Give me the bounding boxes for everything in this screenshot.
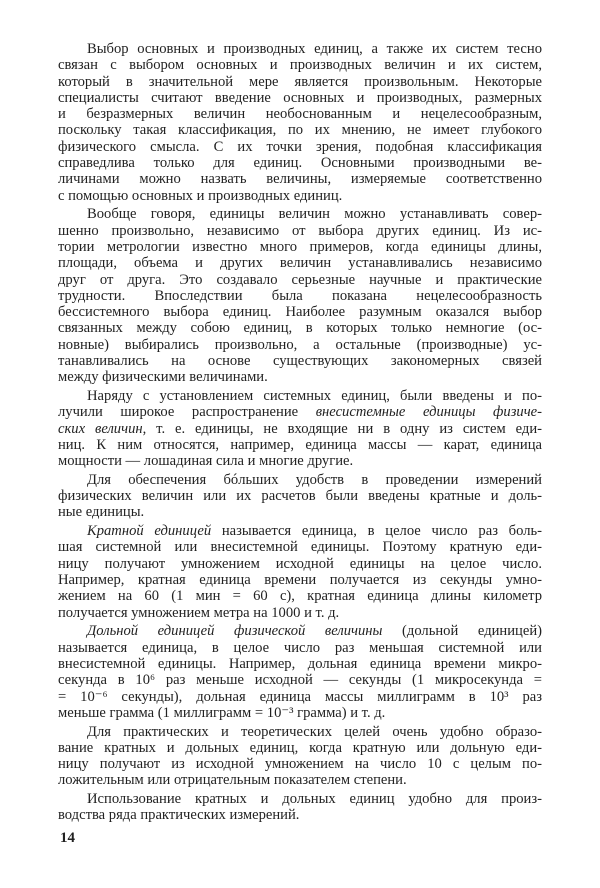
text-line <box>58 288 542 304</box>
text-run: , т. е. единицы, не входящие ни в одну из систем еди- <box>142 420 542 437</box>
text-run: называется единица, в целое число раз меньшая системной или <box>58 639 542 656</box>
italic-term: Дольной единицей физической величины <box>87 623 383 640</box>
page-body <box>58 41 542 826</box>
text-run: меньше грамма (1 миллиграмм = 10⁻³ грамма) и т. д. <box>58 704 386 721</box>
paragraph <box>58 623 542 721</box>
text-line <box>58 304 542 320</box>
text-run: тории метрологии известно много примеров, когда единицы длины, <box>58 238 542 255</box>
text-line <box>58 139 542 155</box>
text-line <box>58 656 542 672</box>
text-run: физического смысла. С их точки зрения, подобная классификация <box>58 138 542 155</box>
text-line <box>58 488 542 504</box>
text-line <box>58 756 542 772</box>
text-run: шенно произвольно, независимо от выбора других единиц. Из ис- <box>58 222 542 239</box>
text-run: шая системной или внесистемной единицы. Поэтому кратную еди- <box>58 539 542 556</box>
text-run: новные) выбирались произвольно, а остальные (производные) ус- <box>58 336 542 353</box>
text-run: секунда в 10⁶ раз меньше исходной — секунды (1 микросекунда = <box>58 672 542 689</box>
text-line <box>58 640 542 656</box>
paragraph <box>58 388 542 469</box>
text-line <box>58 239 542 255</box>
text-line <box>58 320 542 336</box>
text-line <box>58 255 542 271</box>
text-run: = 10⁻⁶ секунды), дольная единица массы миллиграмм в 10³ раз <box>58 688 542 705</box>
text-run: ницу получают умножением исходной единицы на целое число. <box>58 555 542 572</box>
text-line <box>58 453 542 469</box>
text-run: лучили широкое распространение <box>58 404 316 421</box>
paragraph <box>58 724 542 789</box>
text-run: и безразмерных величин необоснованным и нецелесообразным, <box>58 106 542 123</box>
text-line <box>58 404 542 420</box>
text-line <box>58 572 542 588</box>
text-line <box>58 504 542 520</box>
text-run: специалисты считают введение основных и производных, размерных <box>58 89 542 106</box>
text-line <box>58 605 542 621</box>
text-run: бессистемного выбора единиц. Наиболее разумным оказался выбор <box>58 304 542 321</box>
text-line <box>58 74 542 90</box>
text-line <box>58 689 542 705</box>
text-run: Для практических и теоретических целей очень удобно образо- <box>87 723 542 740</box>
text-line <box>58 807 542 823</box>
text-run: площади, объема и других величин устанавливались независимо <box>58 255 542 272</box>
text-run: Для обеспечения бóльших удобств в проведении измерений <box>87 471 542 488</box>
page-number: 14 <box>60 830 75 846</box>
italic-term: Кратной единицей <box>87 523 212 540</box>
text-run: трудности. Впоследствии была показана нецелесообразность <box>58 287 542 304</box>
text-run: внесистемной единицы. Например, дольная единица времени микро- <box>58 655 542 672</box>
text-run: связанных между собою единиц, в которых только немногие (ос- <box>58 320 542 337</box>
paragraph <box>58 206 542 385</box>
text-run: Выбор основных и производных единиц, а также их систем тесно <box>87 41 542 57</box>
text-line <box>58 740 542 756</box>
text-run: связан с выбором основных и производных величин и их систем, <box>58 57 542 74</box>
text-run: справедлива только для единиц. Основными производными ве- <box>58 155 542 172</box>
text-run: друг от друга. Это создавало серьезные научные и практические <box>58 271 542 288</box>
text-line <box>58 90 542 106</box>
text-line <box>58 437 542 453</box>
text-run: с помощью основных и производных единиц. <box>58 187 343 204</box>
text-run: получается умножением метра на 1000 и т. д. <box>58 604 340 621</box>
text-line <box>58 337 542 353</box>
text-line <box>58 523 542 539</box>
text-line <box>58 369 542 385</box>
text-run: Наряду с установлением системных единиц, были введены и по- <box>87 388 542 405</box>
text-line <box>58 272 542 288</box>
text-run: ложительным или отрицательным показателем степени. <box>58 772 407 789</box>
italic-term: внесистемные единицы физиче- <box>315 404 543 421</box>
text-run: называется единица, в целое число раз боль- <box>211 523 543 540</box>
text-line <box>58 539 542 555</box>
text-line <box>58 223 542 239</box>
text-run: (дольной единицей) <box>382 623 543 640</box>
text-line <box>58 472 542 488</box>
text-line <box>58 353 542 369</box>
text-run: вание кратных и дольных единиц, когда кратную или дольную еди- <box>58 739 542 756</box>
text-line <box>58 106 542 122</box>
paragraph <box>58 791 542 824</box>
text-run: ные единицы. <box>58 504 145 521</box>
text-line <box>58 122 542 138</box>
text-line <box>58 57 542 73</box>
text-line <box>58 41 542 57</box>
text-line <box>58 588 542 604</box>
text-line <box>58 188 542 204</box>
text-line <box>58 623 542 639</box>
text-run: танавливались на основе существующих закономерных связей <box>58 353 542 370</box>
text-line <box>58 206 542 222</box>
text-line <box>58 155 542 171</box>
text-line <box>58 724 542 740</box>
text-line <box>58 171 542 187</box>
text-line <box>58 772 542 788</box>
text-line <box>58 556 542 572</box>
text-run: поскольку такая классификация, по их мнению, не имеет глубокого <box>58 122 542 139</box>
text-run: мощности — лошадиная сила и многие другие. <box>58 453 354 470</box>
paragraph <box>58 41 542 204</box>
text-run: водства ряда практических измерений. <box>58 807 300 824</box>
text-run: личинами можно назвать величины, измеряемые соответственно <box>58 171 542 188</box>
text-run: жением на 60 (1 мин = 60 с), кратная единица длины километр <box>58 588 542 605</box>
paragraph <box>58 472 542 521</box>
text-run: ницу получают из исходной умножением на число 10 с целым по- <box>58 756 542 773</box>
text-run: Например, кратная единица времени получается из секунды умно- <box>58 572 542 589</box>
text-line <box>58 672 542 688</box>
paragraph <box>58 523 542 621</box>
text-run: физических величин или их расчетов были введены кратные и доль- <box>58 488 542 505</box>
text-line <box>58 421 542 437</box>
text-line <box>58 705 542 721</box>
italic-term: ских величин <box>58 420 143 437</box>
text-line <box>58 388 542 404</box>
text-line <box>58 791 542 807</box>
text-run: ниц. К ним относятся, например, единица массы — карат, единица <box>58 436 542 453</box>
text-run: Вообще говоря, единицы величин можно устанавливать совер- <box>87 206 542 223</box>
text-run: Использование кратных и дольных единиц удобно для произ- <box>87 791 542 808</box>
text-run: между физическими величинами. <box>58 369 268 386</box>
text-run: который в значительной мере является произвольным. Некоторые <box>58 73 542 90</box>
